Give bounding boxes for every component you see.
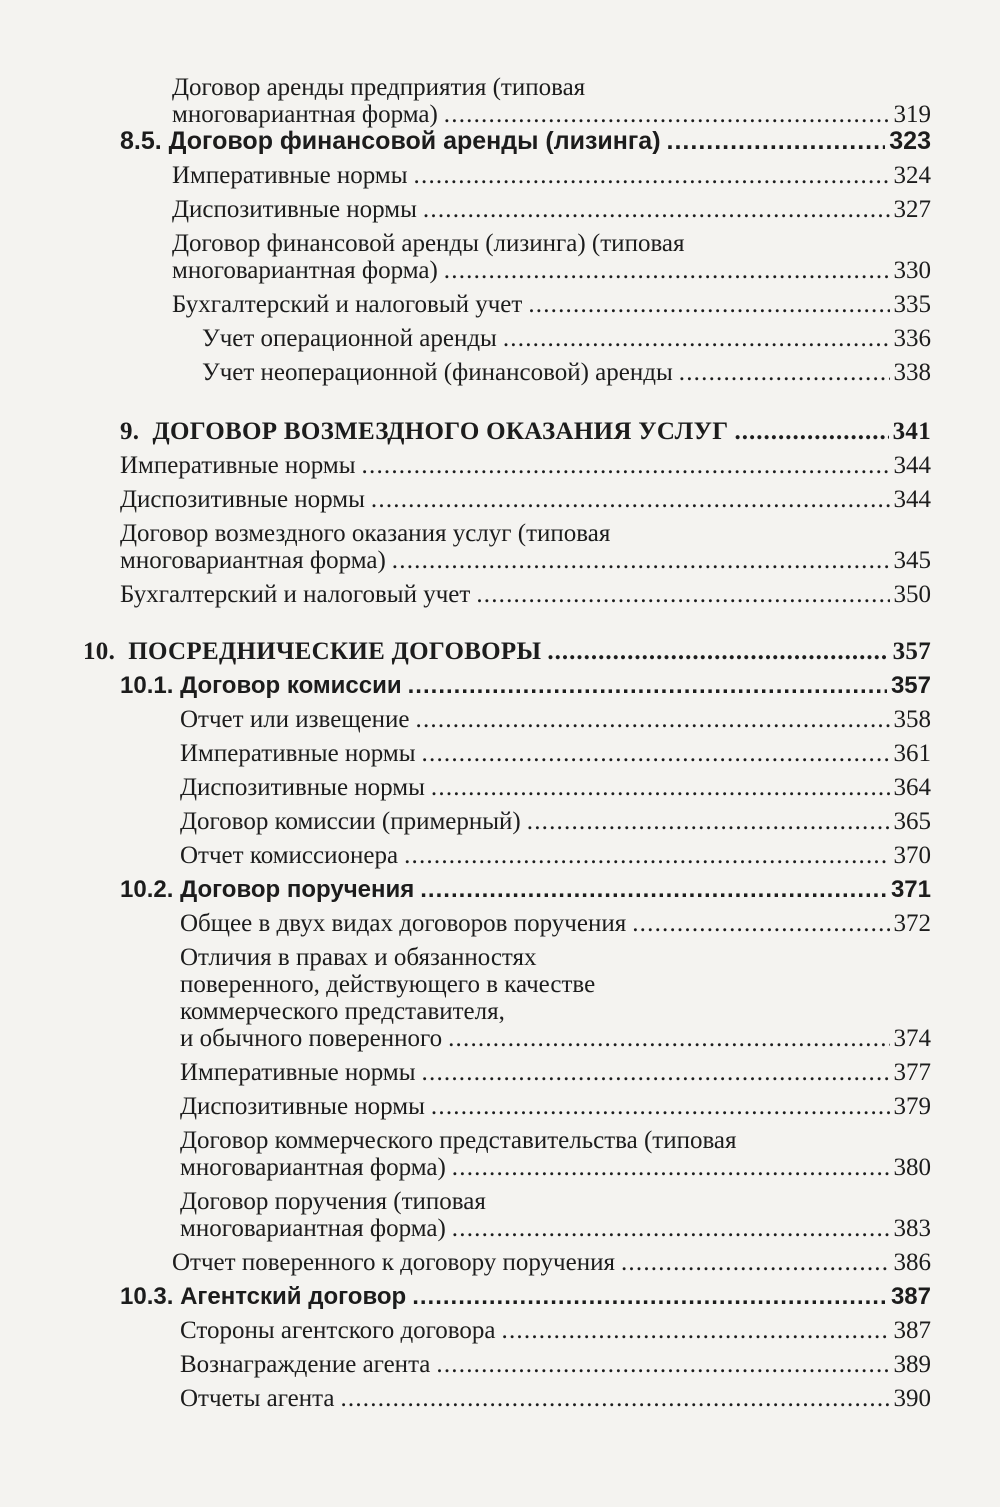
- page-number: 344: [893, 486, 931, 513]
- toc-entry[interactable]: [0, 359, 931, 386]
- entry-title: Диспозитивные нормы: [172, 196, 417, 223]
- page-number: 386: [893, 1249, 931, 1276]
- chapter-number: 9.: [120, 418, 140, 445]
- page-number: 335: [893, 291, 931, 318]
- toc-entry[interactable]: [0, 808, 931, 835]
- entry-title-line: и обычного поверенного: [180, 1025, 443, 1052]
- page-number: 358: [893, 706, 931, 733]
- page-number: 371: [890, 876, 931, 903]
- toc-entry[interactable]: [0, 1317, 931, 1344]
- toc-entry[interactable]: [0, 944, 931, 1052]
- entry-title: Бухгалтерский и налоговый учет: [120, 581, 471, 608]
- toc-entry[interactable]: [0, 325, 931, 352]
- toc-entry[interactable]: [0, 230, 931, 284]
- toc-entry[interactable]: [0, 196, 931, 223]
- dot-leader: [444, 101, 890, 128]
- section-title-text: Договор поручения: [180, 876, 415, 903]
- toc-entry[interactable]: [0, 910, 931, 937]
- page-number: 390: [893, 1385, 931, 1412]
- page-number: 387: [890, 1283, 931, 1310]
- section-title: [120, 1283, 406, 1310]
- toc-entry[interactable]: [0, 162, 931, 189]
- toc-entry[interactable]: [0, 842, 931, 869]
- dot-leader: [502, 1317, 890, 1344]
- dot-leader: [528, 291, 889, 318]
- toc-entry[interactable]: [0, 291, 931, 318]
- section-title: [120, 672, 402, 699]
- dot-leader: [444, 257, 890, 284]
- entry-title-line: многовариантная форма): [180, 1215, 446, 1242]
- dot-leader: [416, 706, 890, 733]
- toc-entry[interactable]: [0, 1351, 931, 1378]
- entry-title-line: Договор финансовой аренды (лизинга) (типовая: [172, 230, 685, 257]
- dot-leader: [734, 418, 888, 445]
- dot-leader: [547, 638, 888, 665]
- toc-entry[interactable]: [0, 774, 931, 801]
- page-number: 323: [889, 127, 931, 155]
- page-number: 338: [893, 359, 931, 386]
- toc-entry[interactable]: [0, 1093, 931, 1120]
- toc-entry[interactable]: [0, 1188, 931, 1242]
- table-of-contents: [0, 74, 1000, 1412]
- page-number: 324: [893, 162, 931, 189]
- page-number: 387: [893, 1317, 931, 1344]
- entry-title: Общее в двух видах договоров поручения: [180, 910, 627, 937]
- entry-title-line: коммерческого представителя,: [180, 998, 505, 1025]
- entry-title: Императивные нормы: [180, 1059, 416, 1086]
- dot-leader: [632, 910, 889, 937]
- page-number: 379: [893, 1093, 931, 1120]
- entry-title-line: Договор возмездного оказания услуг (типовая: [120, 520, 611, 547]
- chapter-number: 10.: [83, 638, 116, 665]
- page-number: 344: [893, 452, 931, 479]
- dot-leader: [503, 325, 890, 352]
- entry-title: Вознаграждение агента: [180, 1351, 431, 1378]
- dot-leader: [412, 1283, 887, 1310]
- entry-title-line: поверенного, действующего в качестве: [180, 971, 596, 998]
- toc-entry[interactable]: [0, 74, 931, 128]
- toc-chapter-entry[interactable]: [0, 418, 931, 445]
- toc-chapter-entry[interactable]: [0, 638, 931, 665]
- toc-entry[interactable]: [0, 520, 931, 574]
- page-number: 361: [893, 740, 931, 767]
- chapter-title-text: ПОСРЕДНИЧЕСКИЕ ДОГОВОРЫ: [128, 638, 542, 665]
- dot-leader: [452, 1154, 890, 1181]
- entry-title: Договор комиссии (примерный): [180, 808, 521, 835]
- entry-title-line: многовариантная форма): [172, 257, 438, 284]
- toc-entry[interactable]: [0, 581, 931, 608]
- entry-title: Отчет комиссионера: [180, 842, 399, 869]
- entry-title: Императивные нормы: [172, 162, 408, 189]
- page-number: 336: [893, 325, 931, 352]
- page-number: 372: [893, 910, 931, 937]
- dot-leader: [420, 876, 887, 903]
- entry-title-line: Договор аренды предприятия (типовая: [172, 74, 586, 101]
- entry-title: Отчет или извещение: [180, 706, 410, 733]
- entry-title-line: многовариантная форма): [172, 101, 438, 128]
- dot-leader: [404, 842, 889, 869]
- toc-entry[interactable]: [0, 1249, 931, 1276]
- section-title-text: Договор финансовой аренды (лизинга): [168, 127, 661, 155]
- dot-leader: [371, 486, 890, 513]
- dot-leader: [414, 162, 890, 189]
- section-number: 10.1.: [120, 672, 174, 699]
- toc-section-entry[interactable]: [0, 876, 931, 903]
- page-number: 374: [893, 1025, 931, 1052]
- toc-section-entry[interactable]: [0, 672, 931, 699]
- entry-title: Императивные нормы: [180, 740, 416, 767]
- dot-leader: [527, 808, 890, 835]
- entry-title: Отчеты агента: [180, 1385, 335, 1412]
- entry-title: Диспозитивные нормы: [120, 486, 365, 513]
- page-number: 350: [893, 581, 931, 608]
- section-title-text: Агентский договор: [180, 1283, 407, 1310]
- entry-title: Императивные нормы: [120, 452, 356, 479]
- dot-leader: [392, 547, 890, 574]
- page-number: 389: [893, 1351, 931, 1378]
- page-number: 330: [893, 257, 931, 284]
- entry-title-line: Договор коммерческого представительства (типовая: [180, 1127, 737, 1154]
- entry-title-line: Отличия в правах и обязанностях: [180, 944, 537, 971]
- dot-leader: [431, 774, 890, 801]
- entry-title-line: Договор поручения (типовая: [180, 1188, 486, 1215]
- page-number: 380: [893, 1154, 931, 1181]
- chapter-title-text: ДОГОВОР ВОЗМЕЗДНОГО ОКАЗАНИЯ УСЛУГ: [152, 418, 729, 445]
- entry-title: Учет неоперационной (финансовой) аренды: [202, 359, 673, 386]
- entry-title: Стороны агентского договора: [180, 1317, 496, 1344]
- dot-leader: [362, 452, 890, 479]
- entry-title: Отчет поверенного к договору поручения: [172, 1249, 615, 1276]
- page-number: 370: [893, 842, 931, 869]
- toc-entry[interactable]: [0, 486, 931, 513]
- dot-leader: [422, 740, 890, 767]
- chapter-title: [120, 418, 728, 445]
- page-number: 364: [893, 774, 931, 801]
- section-title-text: Договор комиссии: [180, 672, 402, 699]
- page-number: 365: [893, 808, 931, 835]
- dot-leader: [679, 359, 890, 386]
- toc-entry[interactable]: [0, 452, 931, 479]
- page-number: 383: [893, 1215, 931, 1242]
- toc-entry[interactable]: [0, 1059, 931, 1086]
- dot-leader: [452, 1215, 890, 1242]
- page-number: 327: [893, 196, 931, 223]
- dot-leader: [476, 581, 889, 608]
- page-number: 357: [890, 672, 931, 699]
- section-title: [120, 128, 661, 155]
- toc-entry[interactable]: [0, 1385, 931, 1412]
- dot-leader: [621, 1249, 890, 1276]
- entry-title: Учет операционной аренды: [202, 325, 497, 352]
- dot-leader: [422, 1059, 890, 1086]
- dot-leader: [448, 1025, 889, 1052]
- toc-entry[interactable]: [0, 1127, 931, 1181]
- dot-leader: [408, 672, 887, 699]
- page-number: 341: [892, 418, 931, 445]
- entry-title: Бухгалтерский и налоговый учет: [172, 291, 523, 318]
- page-number: 345: [893, 547, 931, 574]
- dot-leader: [340, 1385, 889, 1412]
- page-number: 319: [893, 101, 931, 128]
- section-title: [120, 876, 414, 903]
- entry-title: Диспозитивные нормы: [180, 1093, 425, 1120]
- entry-title-line: многовариантная форма): [120, 547, 386, 574]
- section-number: 10.3.: [120, 1283, 174, 1310]
- section-number: 8.5.: [120, 127, 162, 155]
- section-number: 10.2.: [120, 876, 174, 903]
- chapter-title: [83, 638, 541, 665]
- toc-section-entry[interactable]: [0, 128, 931, 155]
- dot-leader: [667, 128, 886, 155]
- dot-leader: [431, 1093, 890, 1120]
- toc-entry[interactable]: [0, 706, 931, 733]
- page-number: 357: [892, 638, 931, 665]
- toc-section-entry[interactable]: [0, 1283, 931, 1310]
- dot-leader: [423, 196, 890, 223]
- entry-title: Диспозитивные нормы: [180, 774, 425, 801]
- entry-title-line: многовариантная форма): [180, 1154, 446, 1181]
- dot-leader: [436, 1351, 889, 1378]
- page-number: 377: [893, 1059, 931, 1086]
- toc-entry[interactable]: [0, 740, 931, 767]
